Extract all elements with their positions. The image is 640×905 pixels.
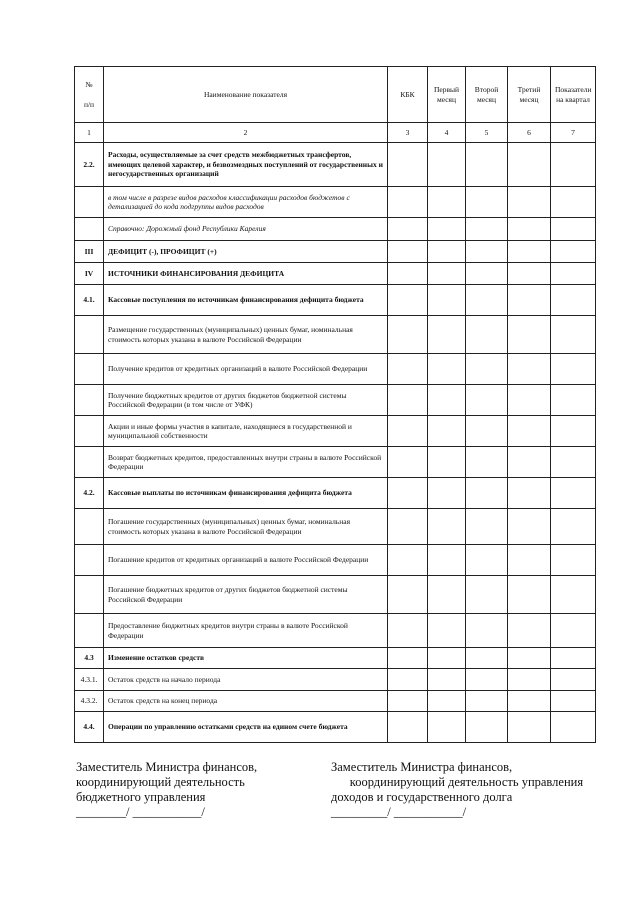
row-number: [75, 545, 104, 576]
header-row: [75, 67, 596, 123]
cell-month2: [466, 218, 508, 241]
colnum-1: 1: [75, 123, 104, 143]
cell-month2: [466, 614, 508, 648]
cell-month1: [428, 447, 466, 478]
header-month3: Третий месяц: [508, 67, 551, 123]
table-row: [75, 218, 596, 241]
table-row: [75, 545, 596, 576]
row-number: [75, 316, 104, 354]
signature-left: Заместитель Министра финансов, координирующий деятельность бюджетного управления ________/ ___________/: [76, 760, 258, 819]
cell-kbk: [388, 316, 428, 354]
row-number: [75, 416, 104, 447]
cell-month3: [508, 576, 551, 614]
cell-kbk: [388, 218, 428, 241]
row-label: Расходы, осуществляемые за счет средств межбюджетных трансфертов, имеющих целевой характер, и безвозмездных поступлений от государственных и негосударственных организаций: [104, 143, 388, 187]
cell-quarter: [551, 648, 596, 669]
cell-kbk: [388, 143, 428, 187]
cell-month1: [428, 648, 466, 669]
cell-kbk: [388, 263, 428, 285]
cell-kbk: [388, 712, 428, 743]
cell-kbk: [388, 416, 428, 447]
row-number: 4.2.: [75, 478, 104, 509]
cell-quarter: [551, 263, 596, 285]
cell-kbk: [388, 545, 428, 576]
table-row: [75, 143, 596, 187]
cell-kbk: [388, 285, 428, 316]
cell-quarter: [551, 545, 596, 576]
table-row: [75, 316, 596, 354]
row-label: ИСТОЧНИКИ ФИНАНСИРОВАНИЯ ДЕФИЦИТА: [104, 263, 388, 285]
header-quarter: Показатели на квартал: [551, 67, 596, 123]
table-row: [75, 691, 596, 712]
row-number: [75, 614, 104, 648]
cell-month2: [466, 416, 508, 447]
table-row: [75, 263, 596, 285]
report-table: [74, 66, 596, 743]
colnum-2: 2: [104, 123, 388, 143]
row-number: [75, 447, 104, 478]
cell-month1: [428, 354, 466, 385]
cell-month1: [428, 285, 466, 316]
cell-quarter: [551, 509, 596, 545]
cell-quarter: [551, 354, 596, 385]
cell-kbk: [388, 354, 428, 385]
row-label: Получение кредитов от кредитных организаций в валюте Российской Федерации: [104, 354, 388, 385]
cell-month2: [466, 712, 508, 743]
row-label: Остаток средств на начало периода: [104, 669, 388, 691]
cell-month1: [428, 218, 466, 241]
cell-quarter: [551, 218, 596, 241]
cell-month2: [466, 263, 508, 285]
table-row: [75, 447, 596, 478]
row-number: 4.3: [75, 648, 104, 669]
cell-month1: [428, 416, 466, 447]
row-label: Кассовые выплаты по источникам финансирования дефицита бюджета: [104, 478, 388, 509]
cell-month2: [466, 241, 508, 263]
table-row: [75, 712, 596, 743]
row-label: Операции по управлению остатками средств на едином счете бюджета: [104, 712, 388, 743]
row-number: [75, 218, 104, 241]
cell-kbk: [388, 614, 428, 648]
column-number-row: [75, 123, 596, 143]
cell-month2: [466, 478, 508, 509]
cell-month1: [428, 143, 466, 187]
colnum-4: 4: [428, 123, 466, 143]
table-row: [75, 187, 596, 218]
table-row: [75, 354, 596, 385]
table-row: [75, 509, 596, 545]
cell-month2: [466, 576, 508, 614]
cell-kbk: [388, 478, 428, 509]
colnum-3: 3: [388, 123, 428, 143]
cell-quarter: [551, 614, 596, 648]
row-number: [75, 187, 104, 218]
cell-month3: [508, 187, 551, 218]
cell-month3: [508, 545, 551, 576]
cell-month3: [508, 385, 551, 416]
cell-quarter: [551, 285, 596, 316]
cell-month1: [428, 712, 466, 743]
signature-right: Заместитель Министра финансов, координирующий деятельность управления доходов и государственного долга _________/ ___________/: [331, 760, 584, 819]
cell-month3: [508, 509, 551, 545]
table-row: [75, 478, 596, 509]
row-number: 4.3.1.: [75, 669, 104, 691]
cell-month3: [508, 241, 551, 263]
table-row: [75, 648, 596, 669]
cell-month2: [466, 648, 508, 669]
cell-month1: [428, 576, 466, 614]
cell-month1: [428, 509, 466, 545]
cell-month3: [508, 712, 551, 743]
cell-month1: [428, 187, 466, 218]
cell-month1: [428, 545, 466, 576]
row-number: [75, 509, 104, 545]
row-number: [75, 354, 104, 385]
row-label: Погашение кредитов от кредитных организаций в валюте Российской Федерации: [104, 545, 388, 576]
cell-month1: [428, 669, 466, 691]
row-number: III: [75, 241, 104, 263]
cell-month3: [508, 669, 551, 691]
colnum-5: 5: [466, 123, 508, 143]
row-label: Предоставление бюджетных кредитов внутри страны в валюте Российской Федерации: [104, 614, 388, 648]
row-number: [75, 576, 104, 614]
cell-kbk: [388, 691, 428, 712]
table-row: [75, 285, 596, 316]
cell-quarter: [551, 241, 596, 263]
cell-quarter: [551, 385, 596, 416]
cell-month3: [508, 143, 551, 187]
cell-month2: [466, 509, 508, 545]
cell-quarter: [551, 416, 596, 447]
cell-month3: [508, 648, 551, 669]
cell-month2: [466, 447, 508, 478]
cell-month2: [466, 285, 508, 316]
row-number: 4.4.: [75, 712, 104, 743]
cell-kbk: [388, 447, 428, 478]
cell-month1: [428, 614, 466, 648]
header-num-cell: [75, 67, 104, 123]
row-label: Остаток средств на конец периода: [104, 691, 388, 712]
cell-month2: [466, 545, 508, 576]
cell-month1: [428, 478, 466, 509]
row-label: Погашение бюджетных кредитов от других бюджетов бюджетной системы Российской Федерации: [104, 576, 388, 614]
header-kbk: КБК: [388, 67, 428, 123]
cell-month1: [428, 385, 466, 416]
cell-month3: [508, 354, 551, 385]
row-label: Справочно: Дорожный фонд Республики Карелия: [104, 218, 388, 241]
table-row: [75, 669, 596, 691]
cell-quarter: [551, 712, 596, 743]
cell-kbk: [388, 669, 428, 691]
header-name: Наименование показателя: [104, 67, 388, 123]
cell-month1: [428, 241, 466, 263]
cell-kbk: [388, 648, 428, 669]
cell-kbk: [388, 576, 428, 614]
row-number: [75, 385, 104, 416]
cell-month2: [466, 187, 508, 218]
header-month1: Первый месяц: [428, 67, 466, 123]
header-month2: Второй месяц: [466, 67, 508, 123]
row-label: Погашение государственных (муниципальных) ценных бумаг, номинальная стоимость которых указана в валюте Российской Федерации: [104, 509, 388, 545]
cell-quarter: [551, 576, 596, 614]
cell-quarter: [551, 691, 596, 712]
cell-month2: [466, 143, 508, 187]
row-label: Изменение остатков средств: [104, 648, 388, 669]
row-label: Возврат бюджетных кредитов, предоставленных внутри страны в валюте Российской Федерации: [104, 447, 388, 478]
cell-quarter: [551, 447, 596, 478]
cell-quarter: [551, 669, 596, 691]
cell-month3: [508, 691, 551, 712]
row-number: 4.1.: [75, 285, 104, 316]
cell-quarter: [551, 187, 596, 218]
row-label: ДЕФИЦИТ (-), ПРОФИЦИТ (+): [104, 241, 388, 263]
row-label: в том числе в разрезе видов расходов классификации расходов бюджетов с детализацией до кода подгруппы видов расходов: [104, 187, 388, 218]
cell-kbk: [388, 509, 428, 545]
row-label: Кассовые поступления по источникам финансирования дефицита бюджета: [104, 285, 388, 316]
cell-kbk: [388, 241, 428, 263]
cell-month3: [508, 416, 551, 447]
header-num-sub: п/п: [83, 99, 95, 109]
cell-month2: [466, 316, 508, 354]
cell-month3: [508, 614, 551, 648]
row-number: IV: [75, 263, 104, 285]
cell-month3: [508, 447, 551, 478]
cell-month3: [508, 478, 551, 509]
cell-month3: [508, 218, 551, 241]
table-row: [75, 614, 596, 648]
table-row: [75, 416, 596, 447]
table-row: [75, 576, 596, 614]
cell-month3: [508, 263, 551, 285]
cell-kbk: [388, 187, 428, 218]
cell-month2: [466, 354, 508, 385]
row-number: 2.2.: [75, 143, 104, 187]
row-label: Размещение государственных (муниципальных) ценных бумаг, номинальная стоимость которых указана в валюте Российской Федерации: [104, 316, 388, 354]
cell-month1: [428, 263, 466, 285]
cell-month1: [428, 316, 466, 354]
cell-kbk: [388, 385, 428, 416]
cell-quarter: [551, 143, 596, 187]
table-row: [75, 241, 596, 263]
cell-quarter: [551, 316, 596, 354]
colnum-7: 7: [551, 123, 596, 143]
colnum-6: 6: [508, 123, 551, 143]
row-number: 4.3.2.: [75, 691, 104, 712]
cell-month1: [428, 691, 466, 712]
header-num: №: [85, 80, 93, 90]
cell-month3: [508, 316, 551, 354]
row-label: Акции и иные формы участия в капитале, находящиеся в государственной и муниципальной собственности: [104, 416, 388, 447]
row-label: Получение бюджетных кредитов от других бюджетов бюджетной системы Российской Федерации (в том числе от УФК): [104, 385, 388, 416]
cell-quarter: [551, 478, 596, 509]
cell-month2: [466, 691, 508, 712]
cell-month3: [508, 285, 551, 316]
cell-month2: [466, 385, 508, 416]
table-row: [75, 385, 596, 416]
cell-month2: [466, 669, 508, 691]
